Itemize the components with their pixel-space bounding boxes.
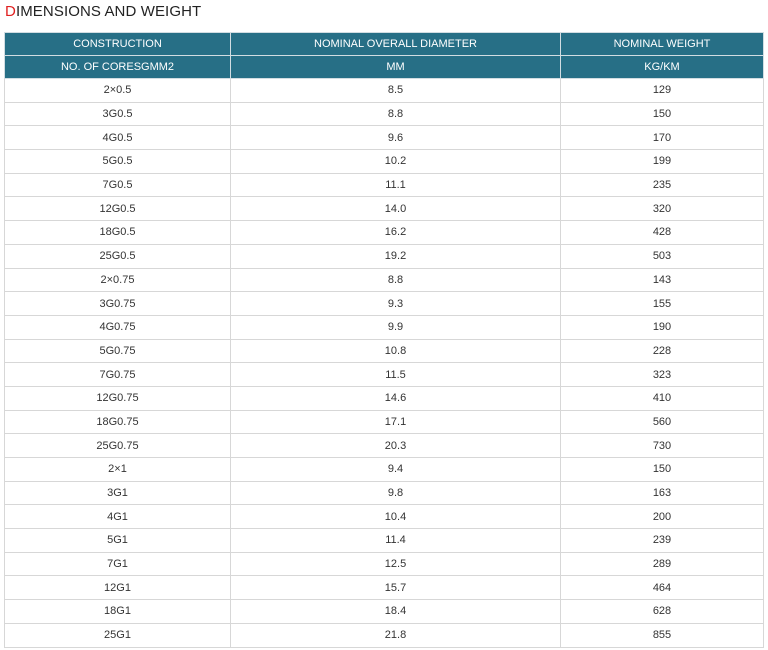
cell-construction: 7G0.75 <box>5 363 231 387</box>
cell-diameter: 9.4 <box>231 458 561 482</box>
cell-weight: 503 <box>561 244 764 268</box>
table-row <box>5 363 764 387</box>
table-row <box>5 79 764 103</box>
cell-diameter: 17.1 <box>231 410 561 434</box>
header-nominal-weight: NOMINAL WEIGHT <box>561 33 764 56</box>
cell-diameter: 11.1 <box>231 173 561 197</box>
cell-construction: 12G1 <box>5 576 231 600</box>
cell-weight: 200 <box>561 505 764 529</box>
header-row-1 <box>5 33 764 56</box>
cell-construction: 3G0.5 <box>5 102 231 126</box>
table-row <box>5 410 764 434</box>
cell-construction: 25G0.5 <box>5 244 231 268</box>
header-row-2 <box>5 56 764 79</box>
header-cores-unit: NO. OF CORESGMM2 <box>5 56 231 79</box>
table-row <box>5 102 764 126</box>
cell-weight: 155 <box>561 292 764 316</box>
table-body <box>5 79 764 648</box>
cell-construction: 2×0.5 <box>5 79 231 103</box>
table-row <box>5 529 764 553</box>
cell-construction: 5G1 <box>5 529 231 553</box>
table-row <box>5 150 764 174</box>
table-row <box>5 244 764 268</box>
cell-weight: 150 <box>561 458 764 482</box>
cell-construction: 7G0.5 <box>5 173 231 197</box>
cell-diameter: 9.8 <box>231 481 561 505</box>
cell-diameter: 8.8 <box>231 102 561 126</box>
cell-construction: 5G0.75 <box>5 339 231 363</box>
cell-construction: 3G0.75 <box>5 292 231 316</box>
cell-weight: 628 <box>561 600 764 624</box>
cell-diameter: 8.8 <box>231 268 561 292</box>
header-construction: CONSTRUCTION <box>5 33 231 56</box>
cell-weight: 289 <box>561 552 764 576</box>
cell-diameter: 11.5 <box>231 363 561 387</box>
cell-diameter: 9.6 <box>231 126 561 150</box>
table-row <box>5 481 764 505</box>
table-row <box>5 173 764 197</box>
header-weight-unit: KG/KM <box>561 56 764 79</box>
cell-construction: 4G0.75 <box>5 315 231 339</box>
table-row <box>5 434 764 458</box>
cell-construction: 18G1 <box>5 600 231 624</box>
dimensions-weight-table <box>4 32 764 648</box>
cell-construction: 25G1 <box>5 623 231 647</box>
table-row <box>5 458 764 482</box>
cell-weight: 129 <box>561 79 764 103</box>
cell-weight: 199 <box>561 150 764 174</box>
table-row <box>5 576 764 600</box>
cell-construction: 4G1 <box>5 505 231 529</box>
cell-construction: 12G0.5 <box>5 197 231 221</box>
table-row <box>5 600 764 624</box>
cell-weight: 163 <box>561 481 764 505</box>
cell-construction: 18G0.5 <box>5 221 231 245</box>
cell-diameter: 10.4 <box>231 505 561 529</box>
cell-diameter: 9.9 <box>231 315 561 339</box>
cell-weight: 410 <box>561 386 764 410</box>
table-row <box>5 623 764 647</box>
cell-construction: 25G0.75 <box>5 434 231 458</box>
table-row <box>5 221 764 245</box>
cell-weight: 323 <box>561 363 764 387</box>
cell-diameter: 21.8 <box>231 623 561 647</box>
cell-weight: 170 <box>561 126 764 150</box>
cell-diameter: 18.4 <box>231 600 561 624</box>
cell-construction: 18G0.75 <box>5 410 231 434</box>
cell-diameter: 20.3 <box>231 434 561 458</box>
cell-diameter: 11.4 <box>231 529 561 553</box>
table-row <box>5 386 764 410</box>
cell-construction: 5G0.5 <box>5 150 231 174</box>
table-row <box>5 268 764 292</box>
cell-diameter: 19.2 <box>231 244 561 268</box>
table-row <box>5 126 764 150</box>
cell-diameter: 9.3 <box>231 292 561 316</box>
cell-weight: 143 <box>561 268 764 292</box>
table-row <box>5 197 764 221</box>
section-title-rest: IMENSIONS AND WEIGHT <box>15 3 202 20</box>
cell-construction: 4G0.5 <box>5 126 231 150</box>
table-row <box>5 339 764 363</box>
cell-weight: 150 <box>561 102 764 126</box>
cell-weight: 228 <box>561 339 764 363</box>
cell-construction: 7G1 <box>5 552 231 576</box>
cell-weight: 239 <box>561 529 764 553</box>
table-row <box>5 505 764 529</box>
cell-construction: 3G1 <box>5 481 231 505</box>
cell-construction: 2×1 <box>5 458 231 482</box>
cell-construction: 12G0.75 <box>5 386 231 410</box>
table-header <box>5 33 764 79</box>
table-row <box>5 292 764 316</box>
table-row <box>5 552 764 576</box>
header-diameter-unit: MM <box>231 56 561 79</box>
cell-diameter: 10.8 <box>231 339 561 363</box>
header-nominal-overall-diameter: NOMINAL OVERALL DIAMETER <box>231 33 561 56</box>
cell-weight: 730 <box>561 434 764 458</box>
cell-weight: 320 <box>561 197 764 221</box>
cell-weight: 428 <box>561 221 764 245</box>
cell-weight: 464 <box>561 576 764 600</box>
table-row <box>5 315 764 339</box>
cell-diameter: 15.7 <box>231 576 561 600</box>
cell-weight: 855 <box>561 623 764 647</box>
cell-diameter: 16.2 <box>231 221 561 245</box>
cell-weight: 190 <box>561 315 764 339</box>
cell-diameter: 14.6 <box>231 386 561 410</box>
cell-diameter: 10.2 <box>231 150 561 174</box>
cell-weight: 560 <box>561 410 764 434</box>
section-title-first-letter: D <box>5 3 16 20</box>
cell-diameter: 12.5 <box>231 552 561 576</box>
cell-weight: 235 <box>561 173 764 197</box>
section-title <box>5 3 201 20</box>
cell-diameter: 14.0 <box>231 197 561 221</box>
cell-construction: 2×0.75 <box>5 268 231 292</box>
cell-diameter: 8.5 <box>231 79 561 103</box>
